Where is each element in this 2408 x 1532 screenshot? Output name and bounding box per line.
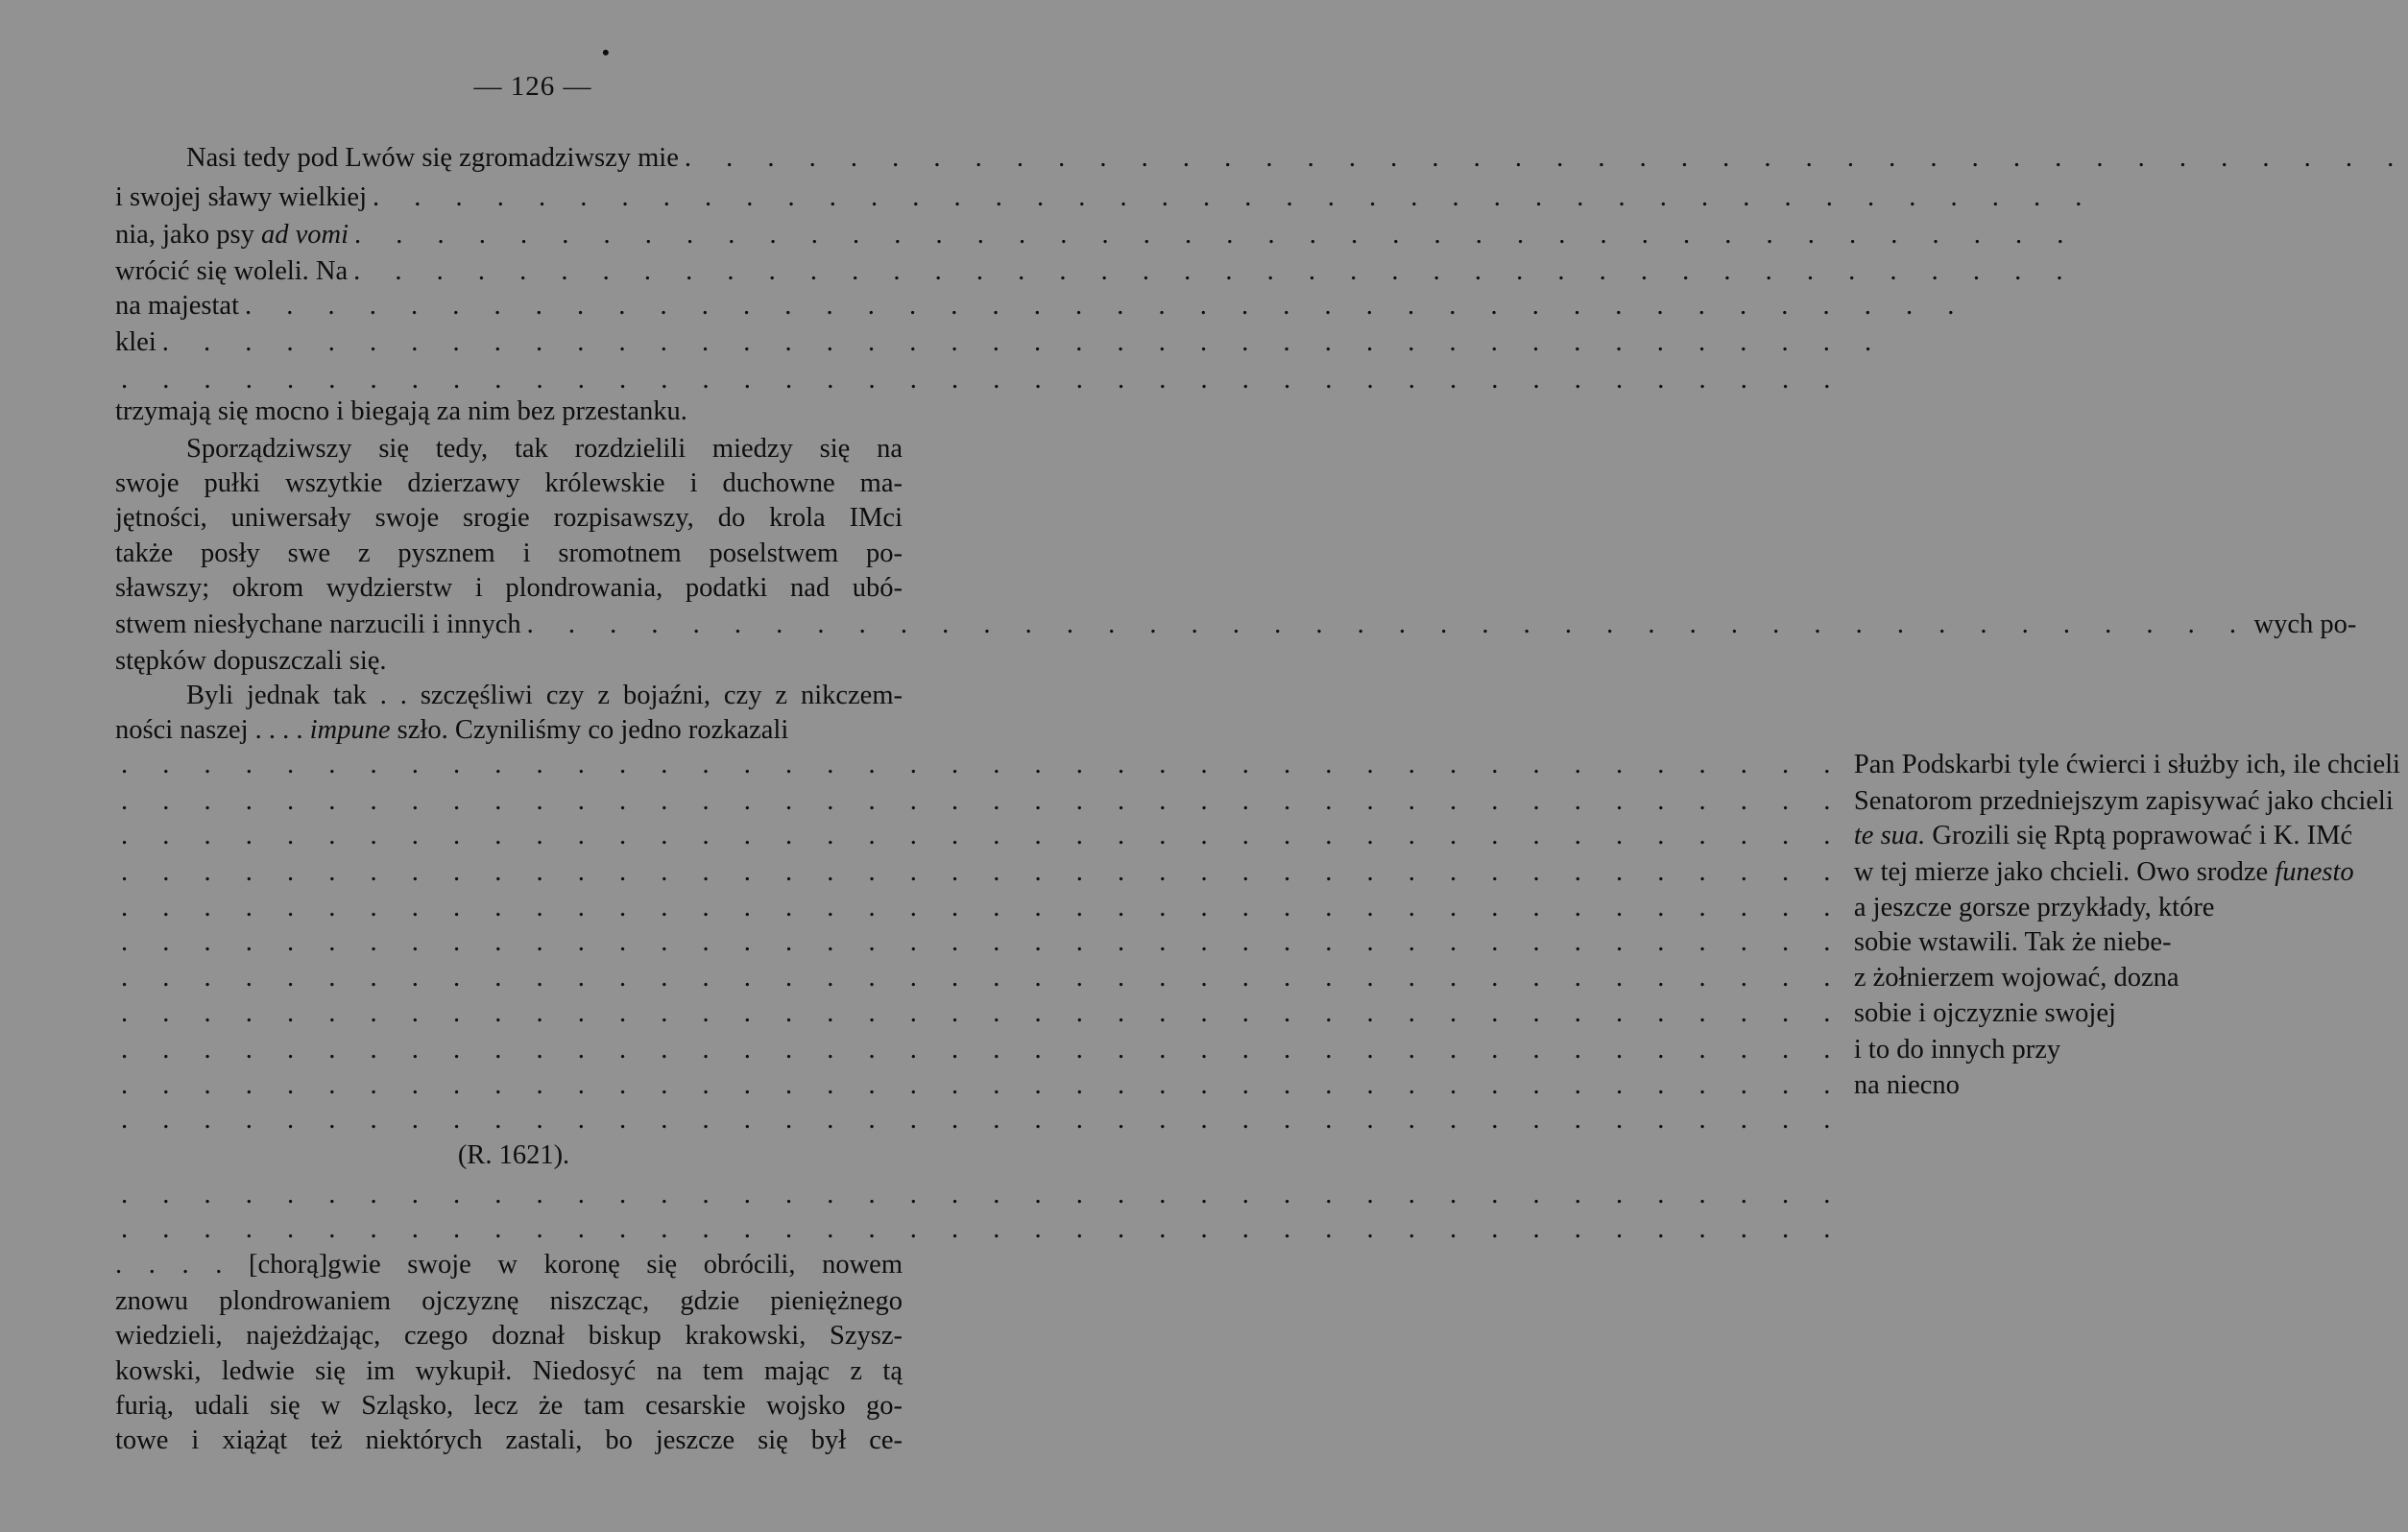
line-text: Senatorom przedniejszym zapisywać jako chcieli (1853, 786, 2394, 816)
line-text: kowski, ledwie się im wykupił. Niedosyć na tem mając z tą (115, 1356, 903, 1386)
text-line (115, 1102, 1844, 1138)
line-text-tail: szło. Czyniliśmy co jedno rozkazali (390, 715, 789, 745)
line-text: wrócić się woleli. Na (115, 256, 349, 286)
text-line (115, 140, 2408, 177)
line-text: furią, udali się w Szląsko, lecz że tam cesarskie wojsko go- (115, 1391, 903, 1421)
line-text: . . . . [chorą]gwie swoje w koronę się obrócili, nowem (115, 1250, 903, 1280)
ellipsis-dots: . . . . . . . . . . . . . . . . . . . . . . . . . . . . . . . . . . . . . . . . . . (526, 610, 2251, 639)
line-text: Sporządziwszy się tedy, tak rozdzielili miedzy się na (186, 434, 903, 464)
ellipsis-dots: . . . . . . . . . . . . . . . . . . . . . . . . . . . . . . . . . . . . . . . . . . (354, 220, 2078, 250)
line-text: i swojej sławy wielkiej (115, 182, 367, 212)
italic-text: funesto (2275, 857, 2354, 887)
ellipsis-dots: . . . . . . . . . . . . . . . . . . . . . . . . . . . . . . . . . . . . . . . . . . (121, 786, 1844, 816)
line-text: stwem niesłychane narzucili i innych (115, 610, 521, 639)
ellipsis-dots: . . . . . . . . . . . . . . . . . . . . . . . . . . . . . . . . . . . . . . . . . . (684, 143, 2408, 173)
ellipsis-dots: . . . . . . . . . . . . . . . . . . . . . . . . . . . . . . . . . . . . . . . . . . (121, 1214, 1844, 1244)
ellipsis-dots: . . . . . . . . . . . . . . . . . . . . . . . . . . . . . . . . . . . . . . . . . . (121, 963, 1844, 993)
line-text: znowu plondrowaniem ojczyznę niszcząc, gdzie pieniężnego (115, 1286, 903, 1316)
text-line (0, 1137, 1027, 1174)
text-line (115, 995, 2116, 1032)
text-line (115, 712, 903, 749)
ellipsis-dots: . . . . . . . . . . . . . . . . . . . . . . . . . . . . . . . . . . . . . . . . . . (121, 998, 1844, 1028)
text-line (115, 1423, 903, 1459)
line-text: swoje pułki wszytkie dzierzawy królewskie i duchowne ma- (115, 468, 903, 498)
line-text: towe i xiążąt też niektórych zastali, bo jeszcze się był ce- (115, 1425, 903, 1455)
text-line (115, 1318, 903, 1354)
text-line (115, 1388, 903, 1424)
text-line (115, 324, 1886, 361)
line-text-tail: Grozili się Rptą poprawować i K. IMć (1925, 821, 2353, 850)
line-text: trzymają się mocno i biegają za nim bez przestanku. (115, 396, 687, 426)
line-text: na majestat (115, 291, 239, 321)
text-line (115, 747, 2400, 783)
ellipsis-dots: . . . . . . . . . . . . . . . . . . . . . . . . . . . . . . . . . . . . . . . . . . (353, 256, 2078, 286)
line-text: Nasi tedy pod Lwów się zgromadziwszy mie (186, 143, 679, 173)
text-line (115, 1177, 1844, 1213)
line-text: sobie wstawili. Tak że niebe- (1853, 927, 2172, 957)
text-line (115, 536, 903, 572)
text-line (186, 431, 903, 467)
ellipsis-dots: . . . . . . . . . . . . . . . . . . . . . . . . . . . . . . . . . . . . . . . . . . (121, 750, 1844, 779)
line-text: stępków dopuszczali się. (115, 646, 387, 676)
line-text: wiedzieli, najeżdżając, czego doznał biskup krakowski, Szysz- (115, 1321, 903, 1351)
line-text-part: nia, jako psy (115, 220, 261, 250)
line-text-part: w tej mierze jako chcieli. Owo srodze (1853, 857, 2276, 887)
text-line (115, 607, 2357, 643)
ellipsis-dots: . . . . . . . . . . . . . . . . . . . . . . . . . . . . . . . . . . . . . . . . . . (121, 365, 1844, 395)
line-text: Byli jednak tak . . szczęśliwi czy z bojaźni, czy z nikczem- (186, 681, 903, 710)
text-line (115, 1032, 2061, 1068)
ellipsis-dots: . . . . . . . . . . . . . . . . . . . . . . . . . . . . . . . . . . . . . . . . . . (121, 1035, 1844, 1065)
text-line (115, 1211, 1844, 1248)
line-text: sobie i ojczyznie swojej (1853, 998, 2116, 1028)
text-line (115, 253, 2078, 290)
line-text: sławszy; okrom wydzierstw i plondrowania, podatki nad ubó- (115, 573, 903, 603)
text-line (115, 288, 1968, 324)
italic-text: impune (309, 715, 391, 745)
text-line (115, 1247, 903, 1283)
text-line (115, 466, 903, 502)
text-line (115, 924, 2172, 961)
text-line (115, 1283, 903, 1320)
text-line (115, 890, 2215, 926)
ellipsis-dots: . . . . . . . . . . . . . . . . . . . . . . . . . . . . . . . . . . . . . . . . . . (373, 182, 2096, 212)
ellipsis-dots: . . . . . . . . . . . . . . . . . . . . . . . . . . . . . . . . . . . . . . . . . . (121, 1070, 1844, 1100)
ellipsis-dots: . . . . . . . . . . . . . . . . . . . . . . . . . . . . . . . . . . . . . . . . . . (121, 893, 1844, 922)
line-text: jętności, uniwersały swoje srogie rozpisawszy, do krola IMci (115, 503, 903, 533)
line-text (115, 217, 349, 253)
italic-text: ad vomi (260, 220, 349, 250)
line-text: klei (115, 327, 157, 357)
ellipsis-dots: . . . . . . . . . . . . . . . . . . . . . . . . . . . . . . . . . . . . . . . . . . (245, 291, 1968, 321)
ellipsis-dots: . . . . . . . . . . . . . . . . . . . . . . . . . . . . . . . . . . . . . . . . . . (121, 1105, 1844, 1135)
text-line (115, 818, 2353, 854)
ellipsis-dots: . . . . . . . . . . . . . . . . . . . . . . . . . . . . . . . . . . . . . . . . . . (121, 857, 1844, 887)
stray-mark: • (602, 40, 610, 64)
line-text-tail: wych po- (2253, 610, 2357, 639)
line-text: a jeszcze gorsze przykłady, które (1853, 893, 2215, 922)
text-line (115, 500, 903, 537)
line-text: (R. 1621). (457, 1140, 570, 1170)
line-text: Pan Podskarbi tyle ćwierci i służby ich, ile chcieli (1853, 750, 2400, 779)
text-line (115, 643, 903, 680)
ellipsis-dots: . . . . . . . . . . . . . . . . . . . . . . . . . . . . . . . . . . . . . . . . . . (121, 821, 1844, 850)
text-line (115, 783, 2394, 820)
text-line (115, 854, 2354, 891)
text-line (115, 394, 903, 430)
ellipsis-dots: . . . . . . . . . . . . . . . . . . . . . . . . . . . . . . . . . . . . . . . . . . (121, 1180, 1844, 1209)
text-line (115, 960, 2179, 996)
line-text: także posły swe z pysznem i sromotnem poselstwem po- (115, 539, 903, 568)
text-line (115, 217, 2078, 253)
page-number: — 126 — (473, 71, 592, 102)
line-text: na niecno (1853, 1070, 1960, 1100)
text-line (115, 570, 903, 607)
italic-text: te sua. (1853, 821, 1926, 850)
line-text (1844, 854, 2354, 891)
ellipsis-dots: . . . . . . . . . . . . . . . . . . . . . . . . . . . . . . . . . . . . . . . . . . (121, 927, 1844, 957)
line-text (1844, 818, 2352, 854)
ellipsis-dots: . . . . . . . . . . . . . . . . . . . . . . . . . . . . . . . . . . . . . . . . . . (161, 327, 1886, 357)
line-text: z żołnierzem wojować, dozna (1853, 963, 2179, 993)
text-line (186, 678, 903, 714)
text-line (115, 180, 2096, 216)
line-text: ności naszej . . . . (115, 715, 310, 745)
line-text: i to do innych przy (1853, 1035, 2061, 1065)
text-line (115, 1067, 1960, 1104)
text-line (115, 1353, 903, 1390)
